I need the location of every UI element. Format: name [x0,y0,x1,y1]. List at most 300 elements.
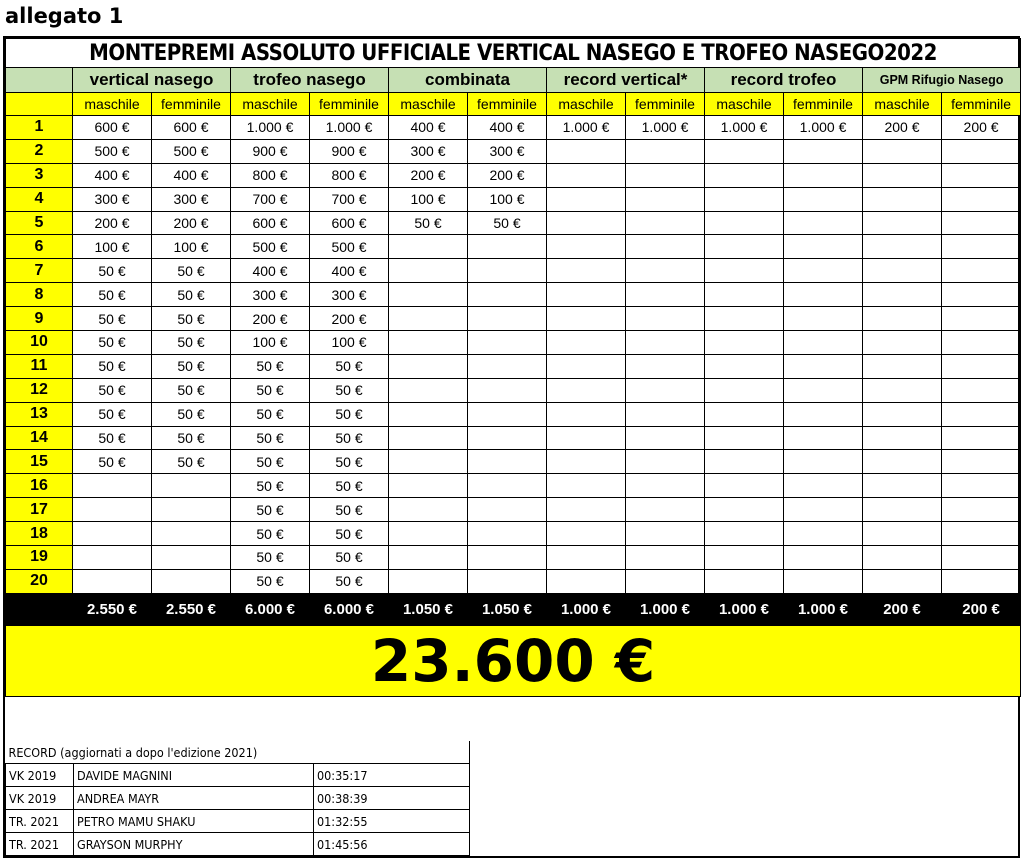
prize-cell: 50 € [231,474,310,498]
prize-cell [784,354,863,378]
sex-header: maschile [73,93,152,116]
prize-cell: 400 € [389,116,468,140]
prize-cell: 100 € [310,331,389,355]
prize-cell [784,211,863,235]
prize-cell: 500 € [310,235,389,259]
prize-cell [942,187,1021,211]
prize-cell: 50 € [73,378,152,402]
table-row [6,116,1021,140]
prize-cell [626,235,705,259]
prize-cell [626,307,705,331]
prize-cell [784,498,863,522]
prize-cell [863,450,942,474]
position-cell: 12 [6,378,73,402]
position-cell: 1 [6,116,73,140]
prize-cell: 50 € [231,450,310,474]
prize-cell [547,402,626,426]
table-row [6,354,1021,378]
prize-cell [468,378,547,402]
prize-cell: 50 € [310,569,389,593]
prize-cell [784,331,863,355]
prize-cell [547,450,626,474]
prize-cell [784,307,863,331]
record-event: TR. 2021 [6,810,74,833]
prize-cell [547,498,626,522]
total-cell: 200 € [942,593,1021,625]
prize-cell: 400 € [73,163,152,187]
prize-cell [389,522,468,546]
total-cell: 6.000 € [310,593,389,625]
prize-cell [863,569,942,593]
prize-cell: 400 € [468,116,547,140]
prize-cell [942,211,1021,235]
prize-cell: 400 € [231,259,310,283]
prize-cell [547,307,626,331]
prize-cell [863,259,942,283]
corner-cell [6,68,73,93]
prize-cell [547,426,626,450]
table-row [6,331,1021,355]
total-cell: 200 € [863,593,942,625]
table-row [6,474,1021,498]
prize-cell: 300 € [310,283,389,307]
prize-cell: 50 € [152,354,231,378]
grand-total: 23.600 € [6,625,1021,696]
total-cell: 1.000 € [705,593,784,625]
position-cell: 11 [6,354,73,378]
prize-cell [626,211,705,235]
sex-header: femminile [626,93,705,116]
prize-cell [705,569,784,593]
prize-cell: 200 € [152,211,231,235]
total-cell: 1.050 € [389,593,468,625]
prize-cell: 600 € [310,211,389,235]
sex-header: femminile [152,93,231,116]
prize-cell [547,211,626,235]
corner-cell [6,93,73,116]
position-cell: 10 [6,331,73,355]
prize-cell: 50 € [152,283,231,307]
prize-cell [705,378,784,402]
prize-cell [468,546,547,570]
prize-cell [152,569,231,593]
prize-cell [863,235,942,259]
prize-cell: 200 € [231,307,310,331]
prize-cell [389,235,468,259]
table-row [6,163,1021,187]
prize-cell [468,331,547,355]
prize-cell: 50 € [310,450,389,474]
prize-cell [468,474,547,498]
category-header: record trofeo [705,68,863,93]
totals-row [6,593,1021,625]
prize-cell [705,498,784,522]
prize-cell [863,474,942,498]
prize-cell [863,402,942,426]
sex-header: femminile [942,93,1021,116]
prize-cell [942,569,1021,593]
table-row [6,187,1021,211]
prize-cell [547,569,626,593]
position-cell: 14 [6,426,73,450]
prize-cell [784,546,863,570]
prize-cell [705,259,784,283]
record-row [6,833,470,856]
prize-cell [626,522,705,546]
total-cell: 6.000 € [231,593,310,625]
prize-cell [547,283,626,307]
table-row [6,283,1021,307]
record-event: TR. 2021 [6,833,74,856]
table-row [6,211,1021,235]
prize-cell [705,474,784,498]
prize-table [5,38,1021,697]
prize-cell [468,307,547,331]
prize-cell [468,283,547,307]
prize-cell [942,426,1021,450]
prize-cell [942,498,1021,522]
totals-corner [6,593,73,625]
prize-cell [705,450,784,474]
prize-cell: 600 € [231,211,310,235]
records-table [5,741,470,856]
prize-cell [626,402,705,426]
record-event: VK 2019 [6,764,74,787]
prize-cell [468,450,547,474]
prize-cell [784,426,863,450]
sex-header: maschile [547,93,626,116]
prize-cell: 50 € [152,426,231,450]
table-row [6,139,1021,163]
sex-header-row [6,93,1021,116]
prize-cell: 50 € [468,211,547,235]
prize-cell: 200 € [863,116,942,140]
position-cell: 6 [6,235,73,259]
prize-cell: 800 € [231,163,310,187]
record-row [6,787,470,810]
total-cell: 2.550 € [152,593,231,625]
record-event: VK 2019 [6,787,74,810]
prize-cell: 50 € [310,522,389,546]
record-athlete: ANDREA MAYR [74,787,314,810]
prize-cell [942,163,1021,187]
prize-cell: 50 € [152,402,231,426]
prize-cell: 50 € [231,546,310,570]
position-cell: 2 [6,139,73,163]
category-header: vertical nasego [73,68,231,93]
prize-cell [547,259,626,283]
sex-header: maschile [389,93,468,116]
prize-cell [73,522,152,546]
prize-cell [705,307,784,331]
prize-cell: 50 € [152,378,231,402]
prize-cell [626,187,705,211]
sex-header: femminile [310,93,389,116]
prize-cell: 100 € [152,235,231,259]
prize-cell [389,307,468,331]
prize-cell [942,259,1021,283]
prize-cell [942,283,1021,307]
prize-cell [626,426,705,450]
prize-cell [152,474,231,498]
prize-cell: 100 € [389,187,468,211]
attachment-label: allegato 1 [5,4,124,28]
prize-cell [547,235,626,259]
prize-cell [942,402,1021,426]
prize-cell: 900 € [231,139,310,163]
prize-cell [942,378,1021,402]
prize-cell: 400 € [152,163,231,187]
prize-cell [547,546,626,570]
prize-cell: 1.000 € [705,116,784,140]
prize-cell [942,307,1021,331]
prize-cell: 500 € [73,139,152,163]
prize-cell [705,426,784,450]
prize-cell: 200 € [942,116,1021,140]
prize-cell: 500 € [231,235,310,259]
prize-cell: 300 € [152,187,231,211]
prize-cell [152,498,231,522]
record-time: 00:35:17 [314,764,470,787]
category-header: record vertical* [547,68,705,93]
prize-cell: 50 € [231,402,310,426]
prize-cell: 300 € [73,187,152,211]
prize-cell: 50 € [152,450,231,474]
prize-cell [626,569,705,593]
total-cell: 2.550 € [73,593,152,625]
prize-cell [784,378,863,402]
prize-cell [547,522,626,546]
prize-cell: 50 € [73,450,152,474]
prize-cell: 300 € [389,139,468,163]
prize-cell: 300 € [468,139,547,163]
prize-cell: 100 € [231,331,310,355]
prize-cell [942,331,1021,355]
prize-cell [705,187,784,211]
prize-cell [626,546,705,570]
prize-cell [863,378,942,402]
position-cell: 16 [6,474,73,498]
total-cell: 1.000 € [626,593,705,625]
prize-cell [863,522,942,546]
prize-cell [389,378,468,402]
prize-cell [863,498,942,522]
prize-cell: 50 € [152,307,231,331]
prize-cell [705,546,784,570]
record-athlete: DAVIDE MAGNINI [74,764,314,787]
prize-cell [468,426,547,450]
sex-header: maschile [863,93,942,116]
grand-total-row [6,625,1021,696]
prize-cell [389,259,468,283]
table-row [6,522,1021,546]
prize-cell: 50 € [310,474,389,498]
prize-cell [863,546,942,570]
prize-cell: 50 € [310,498,389,522]
table-title: MONTEPREMI ASSOLUTO UFFICIALE VERTICAL NASEGO E TROFEO NASEGO2022 [6,39,1021,68]
prize-cell [626,283,705,307]
prize-cell [389,426,468,450]
sex-header: maschile [705,93,784,116]
record-athlete: PETRO MAMU SHAKU [74,810,314,833]
total-cell: 1.000 € [784,593,863,625]
prize-cell [705,331,784,355]
prize-cell [942,450,1021,474]
records-heading: RECORD (aggiornati a dopo l'edizione 2021) [6,741,470,764]
prize-cell [389,450,468,474]
prize-cell: 200 € [73,211,152,235]
prize-cell [784,450,863,474]
prize-cell [73,569,152,593]
prize-cell: 100 € [73,235,152,259]
prize-cell: 600 € [73,116,152,140]
prize-cell [468,498,547,522]
prize-cell [784,259,863,283]
prize-cell [468,259,547,283]
table-row [6,426,1021,450]
prize-cell [942,139,1021,163]
position-cell: 9 [6,307,73,331]
prize-cell [152,522,231,546]
prize-cell [389,283,468,307]
prize-cell: 50 € [73,426,152,450]
prize-cell [626,354,705,378]
prize-cell [152,546,231,570]
prize-cell: 200 € [389,163,468,187]
prize-cell [784,139,863,163]
prize-cell [389,569,468,593]
prize-cell [863,354,942,378]
position-cell: 8 [6,283,73,307]
prize-cell: 900 € [310,139,389,163]
category-header: trofeo nasego [231,68,389,93]
prize-cell [942,474,1021,498]
record-athlete: GRAYSON MURPHY [74,833,314,856]
prize-cell: 800 € [310,163,389,187]
prize-cell: 1.000 € [231,116,310,140]
prize-cell [863,139,942,163]
prize-cell [626,498,705,522]
prize-cell [547,139,626,163]
prize-cell [863,331,942,355]
prize-cell: 400 € [310,259,389,283]
prize-cell: 50 € [231,498,310,522]
category-header: GPM Rifugio Nasego [863,68,1021,93]
prize-cell: 1.000 € [310,116,389,140]
prize-cell [784,522,863,546]
table-row [6,546,1021,570]
prize-cell [784,283,863,307]
prize-cell [468,235,547,259]
prize-cell [389,546,468,570]
prize-cell: 50 € [389,211,468,235]
prize-cell [863,187,942,211]
position-cell: 13 [6,402,73,426]
table-row [6,307,1021,331]
prize-cell: 500 € [152,139,231,163]
prize-cell: 50 € [73,331,152,355]
prize-cell [626,331,705,355]
prize-cell: 50 € [231,522,310,546]
record-row [6,764,470,787]
record-row [6,810,470,833]
prize-cell [389,331,468,355]
prize-cell [626,378,705,402]
prize-cell [468,522,547,546]
prize-cell [863,163,942,187]
prize-cell: 50 € [73,283,152,307]
prize-cell: 1.000 € [784,116,863,140]
prize-cell [942,354,1021,378]
prize-cell: 1.000 € [547,116,626,140]
prize-cell [547,474,626,498]
prize-cell [863,426,942,450]
prize-cell [705,354,784,378]
prize-cell: 1.000 € [626,116,705,140]
prize-cell: 600 € [152,116,231,140]
prize-cell: 50 € [310,378,389,402]
prize-cell: 50 € [310,354,389,378]
record-time: 01:32:55 [314,810,470,833]
position-cell: 17 [6,498,73,522]
prize-cell: 50 € [73,307,152,331]
prize-cell [389,354,468,378]
prize-cell: 300 € [231,283,310,307]
prize-cell [547,331,626,355]
prize-cell [73,546,152,570]
prize-cell: 50 € [73,259,152,283]
record-time: 01:45:56 [314,833,470,856]
prize-cell [626,139,705,163]
prize-cell: 50 € [310,402,389,426]
prize-cell [705,211,784,235]
prize-cell: 200 € [310,307,389,331]
sex-header: femminile [468,93,547,116]
prize-cell [784,569,863,593]
position-cell: 18 [6,522,73,546]
prize-cell: 50 € [73,402,152,426]
prize-cell [547,354,626,378]
prize-cell: 50 € [231,378,310,402]
prize-cell [942,522,1021,546]
prize-cell [784,402,863,426]
prize-cell [468,354,547,378]
prize-cell [626,474,705,498]
prize-cell [863,283,942,307]
prize-cell [705,283,784,307]
prize-cell [73,474,152,498]
prize-cell [389,498,468,522]
table-row [6,259,1021,283]
category-header-row [6,68,1021,93]
table-row [6,498,1021,522]
prize-cell [784,474,863,498]
prize-cell: 100 € [468,187,547,211]
prize-cell: 50 € [231,354,310,378]
prize-cell [784,235,863,259]
prize-cell [942,546,1021,570]
prize-cell [626,450,705,474]
position-cell: 5 [6,211,73,235]
prize-cell [626,259,705,283]
prize-cell: 50 € [231,426,310,450]
prize-cell [705,139,784,163]
position-cell: 20 [6,569,73,593]
prize-cell [705,235,784,259]
table-row [6,450,1021,474]
record-time: 00:38:39 [314,787,470,810]
table-row [6,402,1021,426]
